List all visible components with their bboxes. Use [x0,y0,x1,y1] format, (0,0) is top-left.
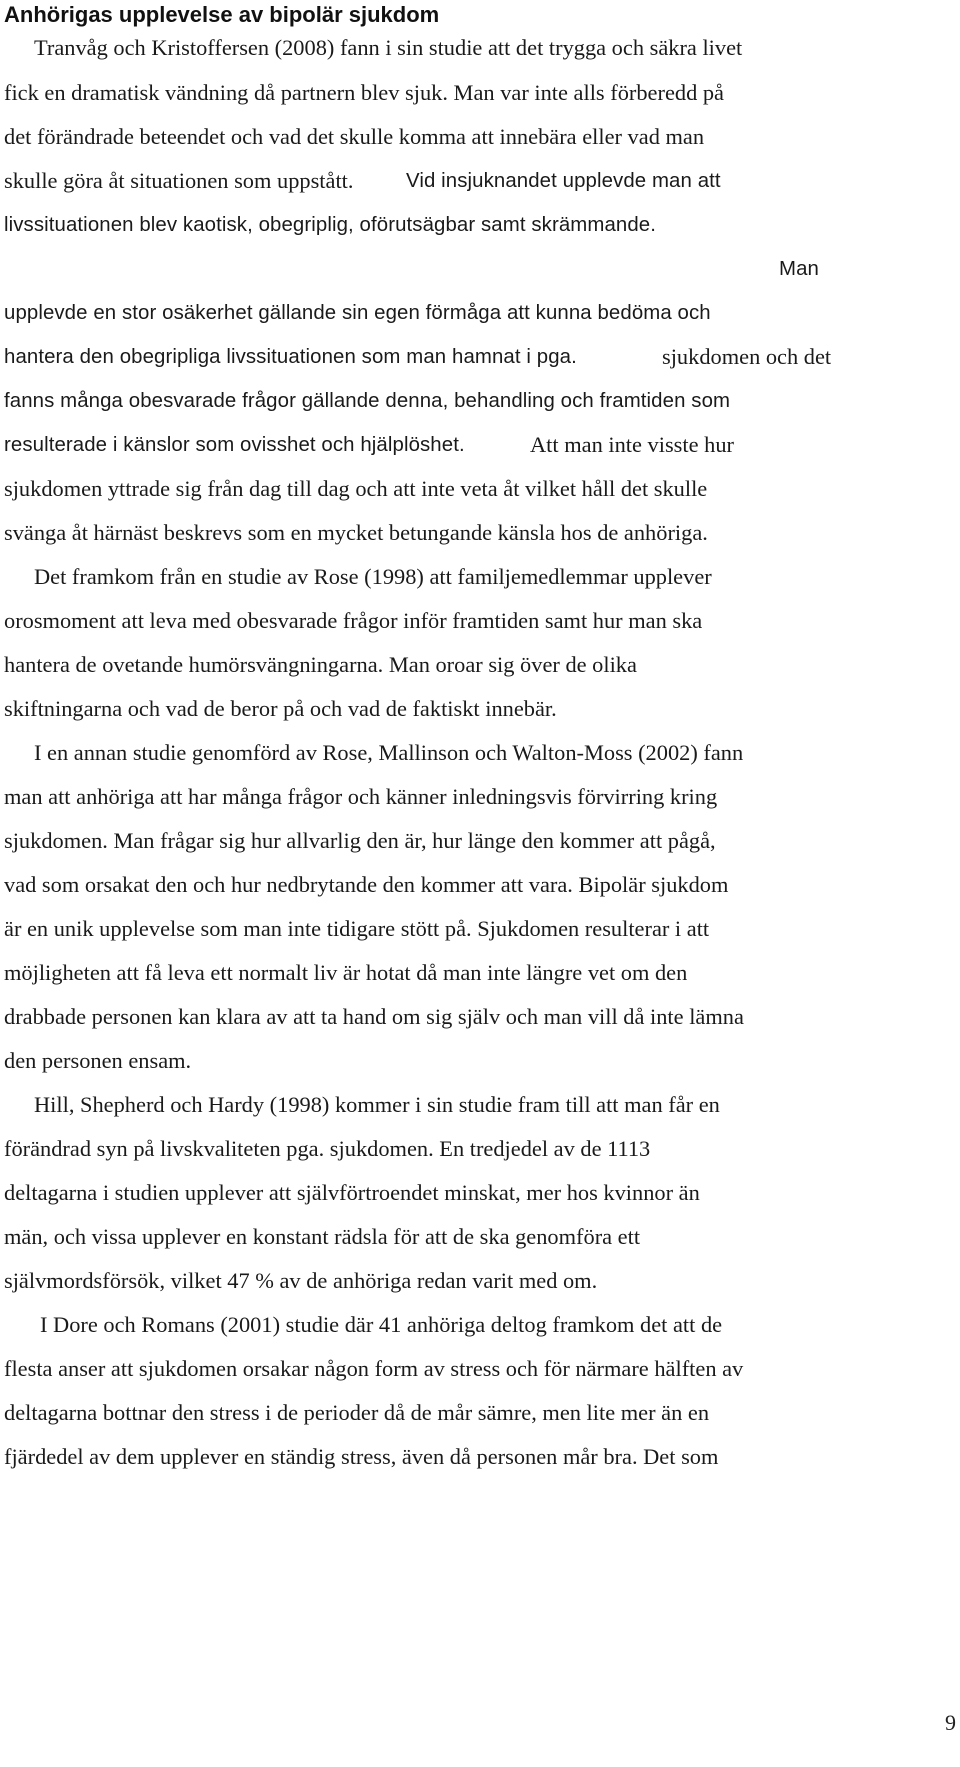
paragraph-line: I Dore och Romans (2001) studie där 41 anhöriga deltog framkom det att de [40,1312,723,1337]
paragraph-line: man att anhöriga att har många frågor och känner inledningsvis förvirring kring [4,784,718,809]
paragraph-line: fick en dramatisk vändning då partnern blev sjuk. Man var inte alls förberedd på [4,80,724,105]
paragraph-line: hantera den obegripliga livssituationen som man hamnat i pga. [4,346,577,368]
paragraph-line: är en unik upplevelse som man inte tidigare stött på. Sjukdomen resulterar i att [4,916,710,941]
paragraph-line: Vid insjuknandet upplevde man att [406,170,721,192]
paragraph-line: svänga åt härnäst beskrevs som en mycket betungande känsla hos de anhöriga. [4,520,708,545]
paragraph-line: sjukdomen yttrade sig från dag till dag och att inte veta åt vilket håll det skulle [4,476,708,501]
paragraph-line: sjukdomen och det [662,344,832,369]
paragraph-line: Hill, Shepherd och Hardy (1998) kommer i sin studie fram till att man får en [34,1092,720,1117]
paragraph-line: det förändrade beteendet och vad det skulle komma att innebära eller vad man [4,124,705,149]
paragraph-line: Att man inte visste hur [530,432,734,457]
paragraph-line: Tranvåg och Kristoffersen (2008) fann i sin studie att det trygga och säkra livet [34,35,743,60]
paragraph-line: I en annan studie genomförd av Rose, Mallinson och Walton-Moss (2002) fann [34,740,744,765]
paragraph-line: fjärdedel av dem upplever en ständig stress, även då personen mår bra. Det som [4,1444,719,1469]
page-number: 9 [945,1710,956,1735]
paragraph-line: Det framkom från en studie av Rose (1998) att familjemedlemmar upplever [34,564,712,589]
paragraph-line: skulle göra åt situationen som uppstått. [4,168,354,193]
paragraph-line: upplevde en stor osäkerhet gällande sin egen förmåga att kunna bedöma och [4,302,711,324]
paragraph-line: förändrad syn på livskvaliteten pga. sjukdomen. En tredjedel av de 1113 [4,1136,651,1161]
paragraph-line: sjukdomen. Man frågar sig hur allvarlig den är, hur länge den kommer att pågå, [4,828,716,853]
section-heading: Anhörigas upplevelse av bipolär sjukdom [4,2,440,27]
paragraph-line: drabbade personen kan klara av att ta hand om sig själv och man vill då inte lämna [4,1004,744,1029]
paragraph-line: fanns många obesvarade frågor gällande denna, behandling och framtiden som [4,390,731,412]
paragraph-line: deltagarna bottnar den stress i de perioder då de mår sämre, men lite mer än en [4,1400,710,1425]
paragraph-line: vad som orsakat den och hur nedbrytande den kommer att vara. Bipolär sjukdom [4,872,729,897]
paragraph-line: skiftningarna och vad de beror på och vad de faktiskt innebär. [4,696,557,721]
paragraph-line: orosmoment att leva med obesvarade frågor inför framtiden samt hur man ska [4,608,703,633]
paragraph-line: självmordsförsök, vilket 47 % av de anhöriga redan varit med om. [4,1268,598,1293]
paragraph-line: resulterade i känslor som ovisshet och hjälplöshet. [4,434,465,456]
paragraph-line: möjligheten att få leva ett normalt liv är hotat då man inte längre vet om den [4,960,688,985]
paragraph-line: hantera de ovetande humörsvängningarna. Man oroar sig över de olika [4,652,637,677]
paragraph-line: män, och vissa upplever en konstant rädsla för att de ska genomföra ett [4,1224,641,1249]
paragraph-line: flesta anser att sjukdomen orsakar någon form av stress och för närmare hälften av [4,1356,744,1381]
paragraph-line: Man [779,258,819,280]
paragraph-line: den personen ensam. [4,1048,192,1073]
paragraph-line: deltagarna i studien upplever att självförtroendet minskat, mer hos kvinnor än [4,1180,700,1205]
paragraph-line: livssituationen blev kaotisk, obegriplig, oförutsägbar samt skrämmande. [4,214,656,236]
